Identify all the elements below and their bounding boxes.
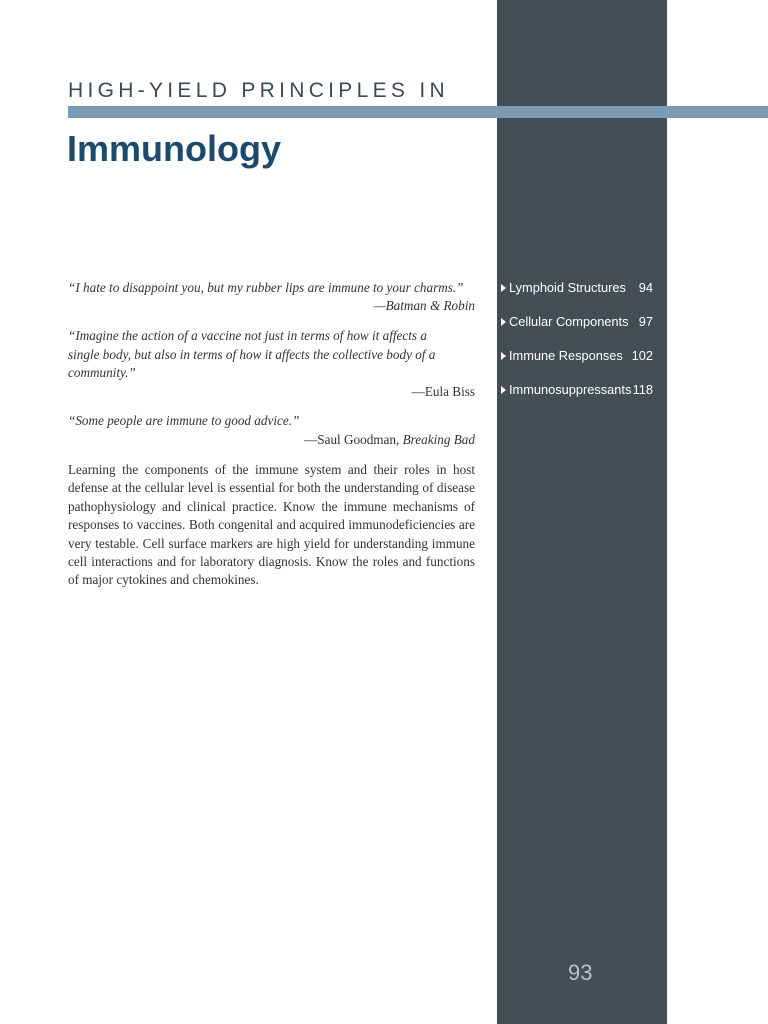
- toc-item-page: 94: [638, 280, 653, 295]
- toc-item-label: Immune Responses: [509, 348, 623, 363]
- chapter-intro-paragraph: Learning the components of the immune system and their roles in host defense at the cellular level is essential for both the understanding of disease pathophysiology and clinical practice. Know the immune mechanisms of responses to vaccines. Both congenital and acquired immunodeficiencies are very testable. Cell surface markers are high yield for understanding immune cell interactions and for laboratory diagnosis. Know the roles and functions of major cytokines and chemokines.: [68, 462, 475, 588]
- attribution-author: —Eula Biss: [411, 384, 475, 399]
- epigraph-attribution-3: [304, 431, 475, 450]
- epigraph-attribution-2: [412, 383, 475, 402]
- epigraph-quote-1: “I hate to disappoint you, but my rubber lips are immune to your charms.”: [68, 280, 464, 295]
- toc-item-page: 97: [638, 314, 653, 329]
- toc-item-immune-responses[interactable]: [501, 348, 653, 366]
- attribution-author: —Saul Goodman,: [304, 432, 400, 447]
- toc-item-label: Cellular Components: [509, 314, 629, 329]
- chapter-sidebar: [497, 0, 667, 1024]
- header-rule: [68, 106, 768, 118]
- attribution-source: Breaking Bad: [402, 432, 475, 447]
- toc-item-label: Immunosuppressants: [509, 382, 632, 397]
- triangle-right-icon: [501, 352, 506, 360]
- epigraph-quote-3: “Some people are immune to good advice.”: [68, 413, 300, 428]
- page-number: 93: [568, 960, 593, 985]
- toc-item-label: Lymphoid Structures: [509, 280, 626, 295]
- triangle-right-icon: [501, 386, 506, 394]
- epigraph-attribution-1: [374, 297, 475, 316]
- chapter-title: Immunology: [67, 128, 281, 169]
- toc-item-lymphoid-structures[interactable]: [501, 280, 653, 298]
- triangle-right-icon: [501, 284, 506, 292]
- toc-item-page: 102: [631, 348, 653, 363]
- toc-item-page: 118: [632, 382, 653, 397]
- chapter-supertitle: HIGH-YIELD PRINCIPLES IN: [68, 79, 449, 102]
- triangle-right-icon: [501, 318, 506, 326]
- toc-item-cellular-components[interactable]: [501, 314, 653, 332]
- toc-item-immunosuppressants[interactable]: [501, 382, 653, 400]
- attribution-author: —Batman & Robin: [373, 298, 475, 313]
- epigraph-quote-2: “Imagine the action of a vaccine not just in terms of how it affects a single body, but also in terms of how it affects the collective body of a community.”: [68, 328, 436, 380]
